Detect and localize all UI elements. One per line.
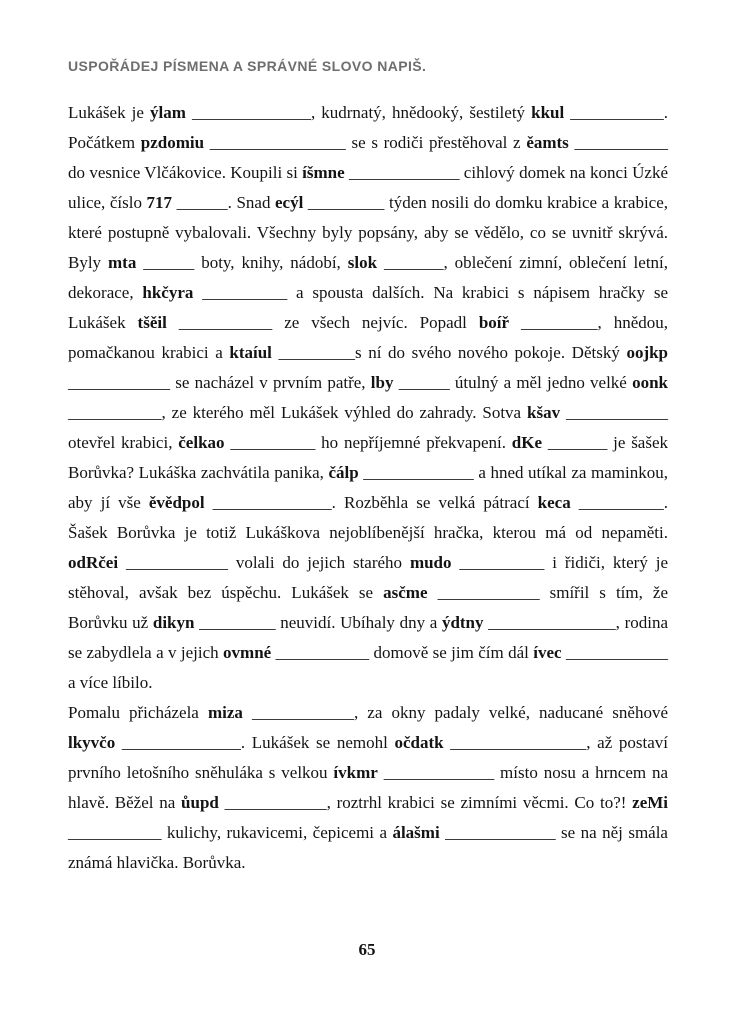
scrambled-word: ecýl: [275, 193, 304, 212]
scrambled-word: zeMi: [632, 793, 669, 812]
scrambled-word: mudo: [409, 553, 452, 572]
scrambled-word: očdatk: [394, 733, 444, 752]
scrambled-word: mta: [108, 253, 137, 272]
answer-blank: __________: [459, 553, 545, 572]
text-run: [205, 493, 213, 512]
scrambled-word: íšmne: [302, 163, 345, 182]
text-run: se s rodiči přestěhoval z: [345, 133, 527, 152]
scrambled-word: oonk: [632, 373, 668, 392]
answer-blank: ________________: [450, 733, 587, 752]
text-run: [115, 733, 122, 752]
scrambled-word: slok: [347, 253, 378, 272]
text-run: a hned utíkal za maminkou, aby jí vše: [68, 463, 668, 512]
answer-blank: ____________: [566, 403, 669, 422]
text-run: . Lukášek se nemohl: [240, 733, 395, 752]
scrambled-word: asčme: [383, 583, 428, 602]
answer-blank: ______: [398, 373, 450, 392]
text-run: je šašek Borůvka? Lukáška zachvátila panika,: [68, 433, 669, 482]
text-run: neuvidí. Ubíhaly dny a: [275, 613, 442, 632]
answer-blank: __________: [202, 283, 288, 302]
scrambled-word: ůupd: [181, 793, 219, 812]
answer-blank: _____________: [383, 763, 495, 782]
answer-blank: ___________: [570, 103, 664, 122]
text-run: . Šašek Borůvka je totiž Lukáškova nejoblíbenější hračka, kterou má od nepaměti.: [68, 493, 669, 542]
answer-blank: ______________: [191, 103, 311, 122]
text-run: [509, 313, 521, 332]
text-run: Lukášek je: [68, 103, 150, 122]
answer-blank: ______: [176, 193, 228, 212]
answer-blank: ___________: [68, 823, 162, 842]
text-run: , hnědou, pomačkanou krabici a: [68, 313, 669, 362]
answer-blank: ___________: [574, 133, 668, 152]
scrambled-word: ívkmr: [333, 763, 378, 782]
text-run: , kudrnatý, hnědooký, šestiletý: [310, 103, 532, 122]
answer-blank: ________________: [209, 133, 346, 152]
text-run: ho nepříjemné překvapení.: [315, 433, 512, 452]
answer-blank: _____________: [363, 463, 474, 482]
scrambled-word: ýdtny: [441, 613, 484, 632]
text-run: se na něj smála známá hlavička. Borůvka.: [68, 823, 668, 872]
text-run: místo nosu a hrncem na hlavě. Běžel na: [68, 763, 669, 812]
scrambled-word: čelkao: [178, 433, 225, 452]
scrambled-word: ívec: [533, 643, 562, 662]
scrambled-word: ýlam: [149, 103, 186, 122]
text-run: [118, 553, 126, 572]
scrambled-word: lby: [370, 373, 394, 392]
text-run: cihlový domek na konci Úzké ulice, číslo: [68, 163, 668, 212]
scrambled-word: odRčei: [68, 553, 119, 572]
text-run: boty, knihy, nádobí,: [194, 253, 348, 272]
answer-blank: ____________: [125, 553, 228, 572]
text-run: , až postaví prvního letošního sněhuláka s velkou: [68, 733, 669, 782]
scrambled-word: ěvědpol: [148, 493, 205, 512]
scrambled-word: miza: [207, 703, 243, 722]
scrambled-word: boíř: [478, 313, 510, 332]
scrambled-word: kšav: [527, 403, 561, 422]
answer-blank: _____________: [445, 823, 556, 842]
text-run: [167, 313, 179, 332]
text-run: útulný a měl jedno velké: [449, 373, 633, 392]
scrambled-word: čálp: [328, 463, 359, 482]
instruction-heading: USPOŘÁDEJ PÍSMENA A SPRÁVNÉ SLOVO NAPIŠ.: [68, 58, 427, 74]
answer-blank: _______: [547, 433, 608, 452]
answer-blank: ____________: [437, 583, 540, 602]
text-run: [377, 253, 384, 272]
scrambled-word: kkul: [531, 103, 565, 122]
paragraph: [68, 698, 668, 878]
answer-blank: ______________: [212, 493, 332, 512]
text-run: [193, 283, 202, 302]
scrambled-word: ktaíul: [229, 343, 272, 362]
answer-blank: ____________: [251, 703, 354, 722]
answer-blank: _______________: [488, 613, 616, 632]
text-run: [571, 493, 579, 512]
text-run: se nacházel v prvním patře,: [170, 373, 371, 392]
answer-blank: _________: [199, 613, 276, 632]
text-run: kulichy, rukavicemi, čepicemi a: [161, 823, 393, 842]
answer-blank: ___________: [68, 403, 162, 422]
paragraph: [68, 98, 668, 698]
text-run: . Rozběhla se velká pátrací: [331, 493, 538, 512]
answer-blank: _______: [383, 253, 444, 272]
answer-blank: _________: [521, 313, 598, 332]
text-run: a více líbilo.: [68, 673, 153, 692]
answer-blank: __________: [578, 493, 664, 512]
scrambled-word: ěamts: [526, 133, 569, 152]
answer-blank: ____________: [68, 373, 170, 392]
text-run: [272, 343, 279, 362]
answer-blank: ____________: [224, 793, 327, 812]
answer-blank: _____________: [348, 163, 460, 182]
text-run: volali do jejich starého: [227, 553, 410, 572]
answer-blank: ______________: [121, 733, 241, 752]
text-run: , ze kterého měl Lukášek výhled do zahrady. Sotva: [161, 403, 528, 422]
text-run: Pomalu přicházela: [68, 703, 208, 722]
scrambled-word: lkyvčo: [68, 733, 116, 752]
answer-blank: ______: [143, 253, 195, 272]
text-run: , oblečení zimní, oblečení letní, dekorace,: [68, 253, 669, 302]
scrambled-word: tšěil: [137, 313, 167, 332]
text-run: , za okny padaly velké, naducané sněhové: [353, 703, 669, 722]
text-run: ze všech nejvíc. Popadl: [272, 313, 479, 332]
scrambled-word: dikyn: [152, 613, 195, 632]
scrambled-word: hkčyra: [142, 283, 194, 302]
text-run: smířil s tím, že Borůvku už: [68, 583, 669, 632]
text-run: , roztrhl krabici se zimními věcmi. Co to?!: [326, 793, 633, 812]
scrambled-word: oojkp: [626, 343, 669, 362]
text-run: [243, 703, 252, 722]
page-number: 65: [358, 940, 376, 959]
text-run: , rodina se zabydlela a v jejich: [68, 613, 669, 662]
text-run: . Snad: [227, 193, 276, 212]
text-run: s ní do svého nového pokoje. Dětský: [355, 343, 627, 362]
scrambled-word: ovmné: [223, 643, 272, 662]
text-run: do vesnice Vlčákovice. Koupili si: [68, 163, 303, 182]
text-run: otevřel krabici,: [68, 433, 179, 452]
text-run: i řidiči, který je stěhoval, avšak bez úspěchu. Lukášek se: [68, 553, 668, 602]
answer-blank: _________: [278, 343, 356, 362]
scrambled-word: 717: [146, 193, 173, 212]
text-run: a spousta dalších. Na krabici s nápisem hračky se Lukášek: [68, 283, 668, 332]
text-run: [428, 583, 438, 602]
answer-blank: __________: [230, 433, 316, 452]
answer-blank: ____________: [566, 643, 668, 662]
text-run: domově se jim čím dál: [369, 643, 534, 662]
scrambled-word: keca: [537, 493, 571, 512]
text-run: . Počátkem: [68, 103, 669, 152]
scrambled-word: dKe: [511, 433, 543, 452]
answer-blank: ___________: [178, 313, 273, 332]
scrambled-word: álašmi: [392, 823, 440, 842]
scrambled-word: pzdomiu: [140, 133, 205, 152]
exercise-text: [68, 98, 668, 878]
answer-blank: ___________: [275, 643, 370, 662]
answer-blank: _________: [307, 193, 385, 212]
text-run: týden nosili do domku krabice a krabice, které postupně vybalovali. Všechny byly popsány, aby se vědělo, co se uvnitř skrývá. Byly: [68, 193, 669, 272]
